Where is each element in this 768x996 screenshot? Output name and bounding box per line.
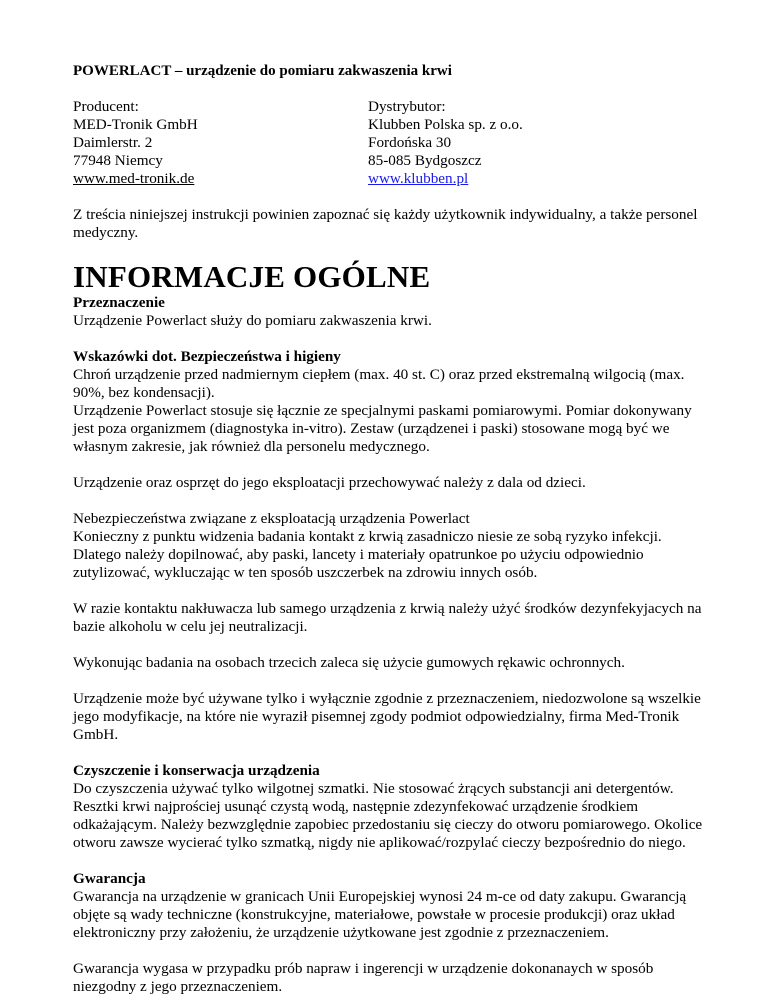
safety-title: Wskazówki dot. Bezpieczeństwa i higieny (73, 348, 341, 365)
warranty-paragraph-1: Gwarancja na urządzenie w granicach Unii Europejskiej wynosi 24 m-ce od daty zakupu. Gwarancją objęte są wady techniczne (konstrukcyjne, materiałowe, powstałe w procesie produkcji) oraz układ elektroniczny przy założeniu, że urządzenie użytkowane jest zgodnie z przeznaczeniem. (73, 888, 687, 941)
purpose-title: Przeznaczenie (73, 294, 165, 311)
safety-paragraph-2: Urządzenie Powerlact stosuje się łącznie ze specjalnymi paskami pomiarowymi. Pomiar dokonywany jest poza organizmem (diagnostyka in-vitro). Zestaw (urządzenei i paski) stosowane mogą być we własnym zakresie, jak również dla personelu medycznego. (73, 402, 692, 455)
distributor-city: 85-085 Bydgoszcz (368, 152, 482, 169)
producer-street: Daimlerstr. 2 (73, 134, 153, 151)
safety-paragraph-6: Wykonując badania na osobach trzecich zaleca się użycie gumowych rękawic ochronnych. (73, 654, 625, 671)
cleaning-title: Czyszczenie i konserwacja urządzenia (73, 762, 320, 779)
warranty-paragraph-2: Gwarancja wygasa w przypadku prób napraw i ingerencji w urządzenie dokonanaych w sposób niezgodny z jego przeznaczeniem. (73, 960, 654, 995)
document-title: POWERLACT – urządzenie do pomiaru zakwaszenia krwi (73, 63, 452, 79)
cleaning-text: Do czyszczenia używać tylko wilgotnej szmatki. Nie stosować żrących substancji ani detergentów. Resztki krwi najprościej usunąć czystą wodą, następnie zdezynfekować urządzenie środkiem odkażającym. Należy bezwzględnie zapobiec przedostaniu się cieczy do otworu pomiarowego. Okolice otworu zawsze wycierać tylko szmatką, nigdy nie aplikować/rozpylać cieczy bezpośrednio do niego. (73, 780, 703, 851)
warranty-title: Gwarancja (73, 870, 146, 887)
producer-block (73, 98, 368, 188)
intro-paragraph: Z treścia niniejszej instrukcji powinien zapoznać się każdy użytkownik indywidualny, a także personel medyczny. (73, 206, 698, 241)
producer-website-link[interactable]: www.med-tronik.de (73, 170, 195, 187)
distributor-label: Dystrybutor: (368, 98, 446, 115)
safety-paragraph-4: Konieczny z punktu widzenia badania kontakt z krwią zasadniczo niesie ze sobą ryzyko infekcji. Dlatego należy dopilnować, aby paski, lancety i materiały opatrunkoe po użyciu odpowiednio zutylizować, wykluczając w ten sposób uszczerbek na zdrowiu innych osób. (73, 528, 662, 581)
safety-paragraph-7: Urządzenie może być używane tylko i wyłącznie zgodnie z przeznaczeniem, niedozwolone są wszelkie jego modyfikacje, na które nie wyraził pisemnej zgody podmiot odpowiedzialny, firma Med-Tronik GmbH. (73, 690, 701, 743)
distributor-block (368, 98, 698, 188)
producer-label: Producent: (73, 98, 139, 115)
distributor-website-link[interactable]: www.klubben.pl (368, 170, 469, 187)
contact-columns (73, 98, 703, 188)
purpose-text: Urządzenie Powerlact służy do pomiaru zakwaszenia krwi. (73, 312, 432, 329)
section-heading: INFORMACJE OGÓLNE (73, 259, 431, 294)
document-page (73, 62, 703, 996)
distributor-street: Fordońska 30 (368, 134, 452, 151)
producer-name: MED-Tronik GmbH (73, 116, 198, 133)
safety-paragraph-1: Chroń urządzenie przed nadmiernym ciepłem (max. 40 st. C) oraz przed ekstremalną wilgocią (max. 90%, bez kondensacji). (73, 366, 685, 401)
producer-city: 77948 Niemcy (73, 152, 163, 169)
distributor-name: Klubben Polska sp. z o.o. (368, 116, 523, 133)
safety-paragraph-4-heading: Nebezpieczeństwa związane z eksploatacją urządzenia Powerlact (73, 510, 470, 527)
safety-paragraph-5: W razie kontaktu nakłuwacza lub samego urządzenia z krwią należy użyć środków dezynfekyjacych na bazie alkoholu w celu jej neutralizacji. (73, 600, 702, 635)
safety-paragraph-3: Urządzenie oraz osprzęt do jego eksploatacji przechowywać należy z dala od dzieci. (73, 474, 586, 491)
